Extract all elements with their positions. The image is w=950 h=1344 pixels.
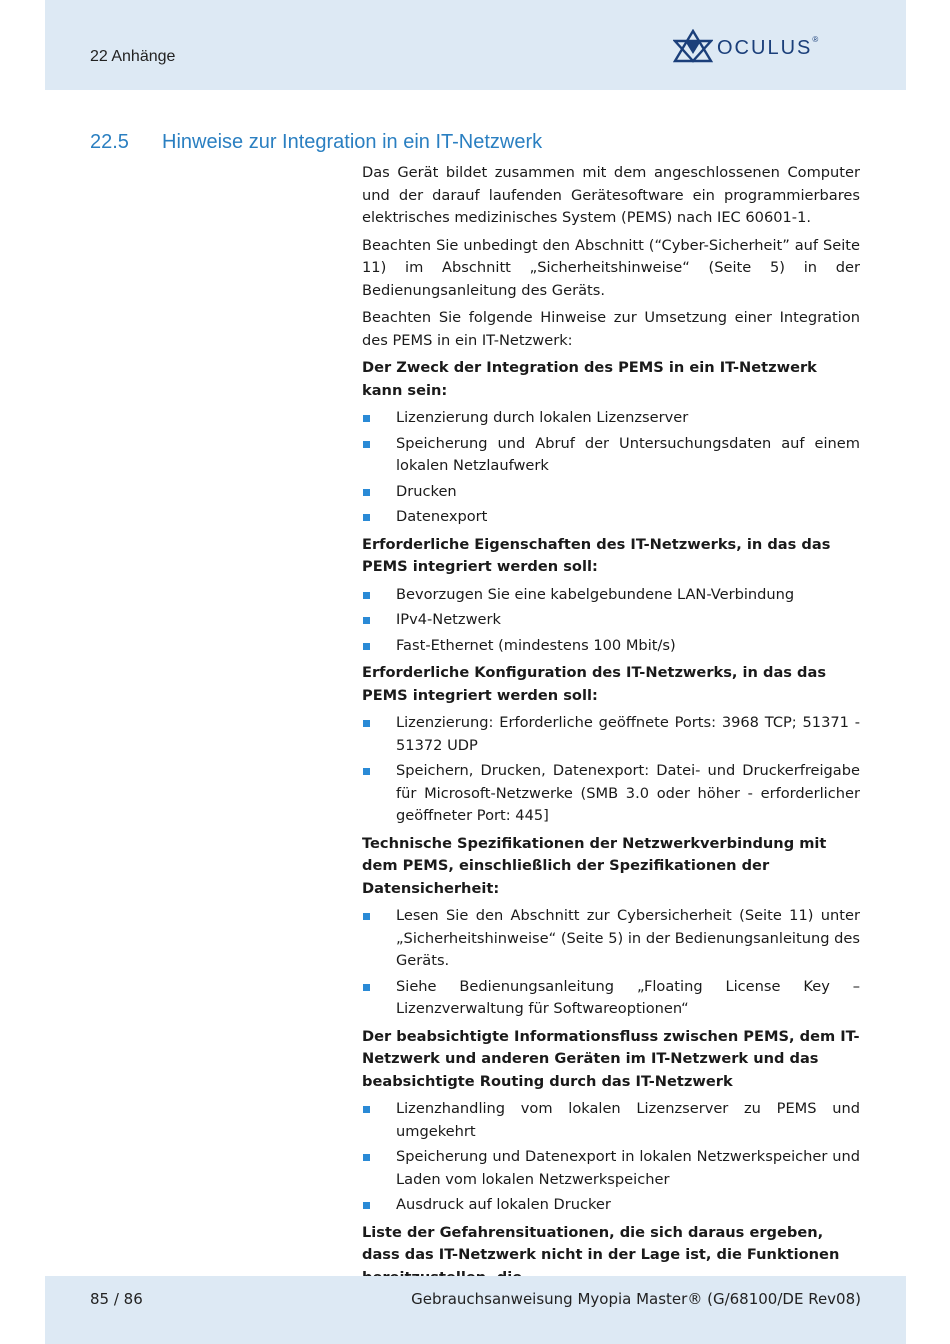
subheading-properties: Erforderliche Eigenschaften des IT-Netzwerks, in das das PEMS integriert werden soll:: [362, 535, 831, 575]
section-number: 22.5: [90, 131, 129, 153]
section-heading: [90, 131, 542, 154]
list-item: Drucken: [362, 481, 860, 504]
subheading-specifications: Technische Spezifikationen der Netzwerkverbindung mit dem PEMS, einschließlich der Spezifikationen der Datensicherheit:: [362, 834, 827, 897]
paragraph-intro: Das Gerät bildet zusammen mit dem angeschlossenen Computer und der darauf laufenden Gerätesoftware ein programmierbares elektrisches medizinisches System (PEMS) nach IEC 60601-1.: [362, 164, 860, 226]
list-item: Speicherung und Datenexport in lokalen Netzwerkspeicher und Laden vom lokalen Netzwerkspeicher: [362, 1146, 860, 1191]
logo-wordmark: OCULUS®: [717, 34, 819, 59]
list-item: Speicherung und Abruf der Untersuchungsdaten auf einem lokalen Netzlaufwerk: [362, 433, 860, 478]
list-properties: [362, 584, 860, 658]
main-content: [362, 162, 860, 1294]
section-title: Hinweise zur Integration in ein IT-Netzwerk: [162, 131, 543, 153]
list-item: Lizenzierung durch lokalen Lizenzserver: [362, 407, 860, 430]
list-item: Lizenzhandling vom lokalen Lizenzserver zu PEMS und umgekehrt: [362, 1098, 860, 1143]
list-item: Bevorzugen Sie eine kabelgebundene LAN-Verbindung: [362, 584, 860, 607]
list-information-flow: [362, 1098, 860, 1217]
bullet-icon: [363, 617, 370, 624]
bullet-icon: [363, 1154, 370, 1161]
subheading-information-flow: Der beabsichtigte Informationsfluss zwischen PEMS, dem IT-Netzwerk und anderen Geräten im IT-Netzwerk und das beabsichtigte Routing durch das IT-Netzwerk: [362, 1027, 860, 1090]
document-title: Gebrauchsanweisung Myopia Master® (G/68100/DE Rev08): [411, 1290, 861, 1308]
bullet-icon: [363, 489, 370, 496]
list-item: Lizenzierung: Erforderliche geöffnete Ports: 3968 TCP; 51371 - 51372 UDP: [362, 712, 860, 757]
subheading-purpose: Der Zweck der Integration des PEMS in ein IT-Netzwerk kann sein:: [362, 359, 817, 399]
bullet-icon: [363, 913, 370, 920]
subheading-configuration: Erforderliche Konfiguration des IT-Netzwerks, in das das PEMS integriert werden soll:: [362, 664, 827, 704]
bullet-icon: [363, 514, 370, 521]
bullet-icon: [363, 720, 370, 727]
bullet-icon: [363, 768, 370, 775]
list-item: IPv4-Netzwerk: [362, 609, 860, 632]
paragraph-cyber-note: Beachten Sie unbedingt den Abschnitt (“Cyber-Sicherheit” auf Seite 11) im Abschnitt „Sicherheitshinweise“ (Seite 5) in der Bedienungsanleitung des Geräts.: [362, 236, 860, 299]
page-number: 85 / 86: [90, 1290, 143, 1308]
list-configuration: [362, 712, 860, 828]
bullet-icon: [363, 643, 370, 650]
bullet-icon: [363, 592, 370, 599]
chapter-label: 22 Anhänge: [90, 48, 176, 65]
bullet-icon: [363, 984, 370, 991]
list-purpose: [362, 407, 860, 529]
page-footer: [45, 1276, 906, 1344]
list-item: Fast-Ethernet (mindestens 100 Mbit/s): [362, 635, 860, 658]
bullet-icon: [363, 415, 370, 422]
bullet-icon: [363, 1106, 370, 1113]
bullet-icon: [363, 1202, 370, 1209]
list-specifications: [362, 905, 860, 1021]
list-item: Ausdruck auf lokalen Drucker: [362, 1194, 860, 1217]
list-item: Lesen Sie den Abschnitt zur Cybersicherheit (Seite 11) unter „Sicherheitshinweise“ (Seite 5) in der Bedienungsanleitung des Geräts.: [362, 905, 860, 973]
subheading-hazards: Liste der Gefahrensituationen, die sich daraus ergeben, dass das IT-Netzwerk nicht in der Lage ist, die Funktionen: [362, 1223, 840, 1263]
oculus-star-icon: [673, 29, 713, 63]
bullet-icon: [363, 441, 370, 448]
list-item: Siehe Bedienungsanleitung „Floating License Key – Lizenzverwaltung für Softwareoptionen“: [362, 976, 860, 1021]
oculus-logo: [673, 28, 818, 64]
page-header: [45, 0, 906, 90]
list-item: Datenexport: [362, 506, 860, 529]
list-item: Speichern, Drucken, Datenexport: Datei- und Druckerfreigabe für Microsoft-Netzwerke (SMB 3.0 oder höher - erforderlicher geöffneter Port: 445]: [362, 760, 860, 828]
paragraph-integration-note: Beachten Sie folgende Hinweise zur Umsetzung einer Integration des PEMS in ein IT-Netzwerk:: [362, 309, 860, 349]
